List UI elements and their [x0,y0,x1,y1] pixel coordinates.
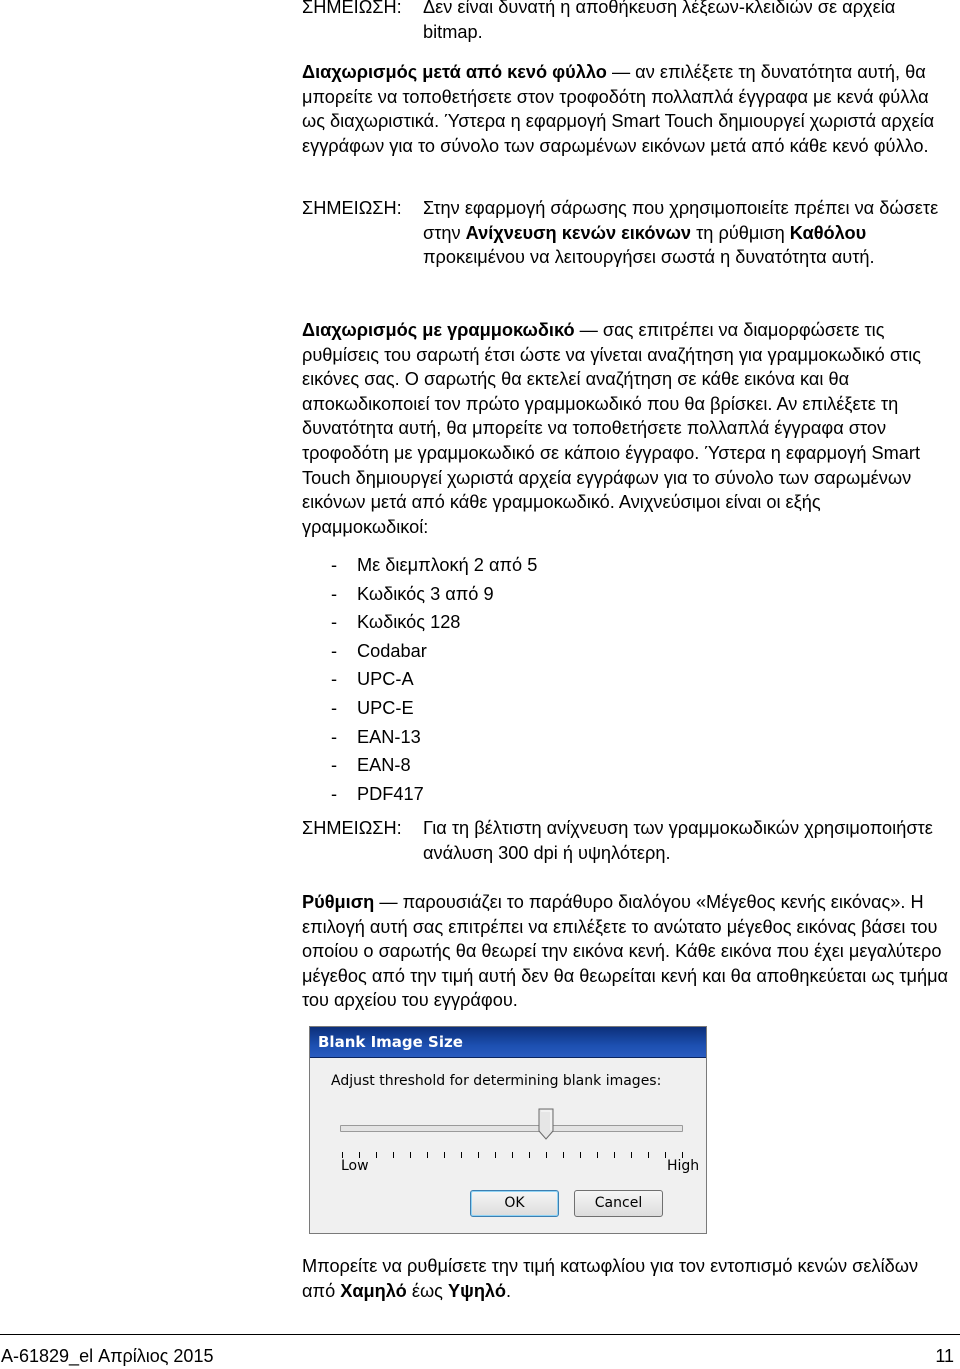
footer-divider [0,1334,960,1335]
note-text-part: προκειμένου να λειτουργήσει σωστά η δυνατότητα αυτή. [423,247,875,268]
term-setting: Ρύθμιση [302,892,375,912]
paragraph-barcode-separation [302,318,952,539]
list-item [331,551,537,580]
list-item [331,780,537,809]
setting-none: Καθόλου [789,222,867,243]
page-number: 11 [935,1346,954,1366]
note-text-part: τη ρύθμιση [691,222,790,243]
setting-blank-detection: Ανίχνευση κενών εικόνων [465,222,692,243]
paragraph-text-part: έως [406,1280,448,1301]
list-item [331,694,537,723]
barcode-type: Με διεμπλοκή 2 από 5 [357,555,538,575]
list-item [331,580,537,609]
barcode-type: Κωδικός 128 [357,612,461,633]
list-dash: - [331,555,338,575]
threshold-caption: Adjust threshold for determining blank images: [331,1073,662,1089]
term-blank-sheet: Διαχωρισμός μετά από κενό φύλλο [302,62,607,82]
description-barcode: — σας επιτρέπει να διαμορφώσετε τις ρυθμίσεις του σαρωτή έτσι ώστε να γίνεται αναζήτηση για γραμμοκωδικό στις εικόνες σας. Ο σαρωτής θα εκτελεί αναζήτηση σε κάθε εικόνα και θα αποκωδικοποιεί τον πρώτο γραμμοκωδικό που θα βρίσκει. Αν επιλέξετε τη δυνατότητα αυτή, θα μπορείτε να τοποθετήσετε πολλαπλά έγγραφα στον τροφοδότη με γραμμοκωδικό σε κάποιο έγγραφο. Ύστερα η εφαρμογή Smart Touch δημιουργεί χωριστά αρχεία εγγράφων για το σύνολο των σαρωμένων εικόνων μετά από κάθε γραμμοκωδικό. Ανιχνεύσιμοι είναι οι εξής γραμμοκωδικοί: [302,320,922,537]
note-blank-detection [302,196,952,270]
list-dash: - [331,583,338,604]
description-setting: — παρουσιάζει το παράθυρο διαλόγου «Μέγεθος κενής εικόνας». Η επιλογή αυτή σας επιτρέπει να επιλέξετε το ανώτατο μέγεθος εικόνας βάσει του οποίου ο σαρωτής θα θεωρεί την εικόνα κενή. Κάθε εικόνα που έχει μεγαλύτερο μέγεθος από την τιμή αυτή δεν θα θεωρείται κενή και θα αποθηκεύεται ως τμήμα του αρχείου του εγγράφου. [302,892,949,1011]
note-barcode-resolution [302,816,952,865]
threshold-slider-track[interactable] [340,1125,683,1132]
list-dash: - [331,669,338,690]
barcode-type: UPC-A [357,669,414,690]
note-text: Δεν είναι δυνατή η αποθήκευση λέξεων-κλειδιών σε αρχεία bitmap. [423,0,896,42]
note-label: ΣΗΜΕΙΩΣΗ: [302,818,402,838]
slider-high-label: High [667,1158,700,1174]
note-text-part: Στην εφαρμογή σάρωσης που χρησιμοποιείτε πρέπει να δώσετε στην [423,198,939,243]
ok-button[interactable]: OK [470,1190,559,1217]
list-dash: - [331,640,338,661]
note-bitmap-keywords [302,0,952,44]
paragraph-blank-sheet-separation [302,60,952,158]
note-label: ΣΗΜΕΙΩΣΗ: [302,198,402,218]
list-item [331,751,537,780]
blank-image-size-dialog [309,1026,707,1234]
barcode-type: Κωδικός 3 από 9 [357,583,494,604]
paragraph-text-part: . [505,1280,511,1301]
slider-low-label: Low [341,1158,369,1174]
value-high: Υψηλό [447,1280,506,1301]
list-dash: - [331,755,338,776]
list-dash: - [331,697,338,718]
slider-ticks [342,1152,683,1160]
note-text [423,196,952,270]
barcode-type: EAN-8 [357,755,411,776]
list-item [331,665,537,694]
barcode-type: EAN-13 [357,726,421,747]
barcode-type: Codabar [357,640,427,661]
value-low: Χαμηλό [340,1280,407,1301]
paragraph-threshold-range [302,1254,952,1303]
term-barcode: Διαχωρισμός με γραμμοκωδικό [302,320,575,340]
paragraph-setting [302,890,952,1013]
list-item [331,723,537,752]
paragraph-text-part: Μπορείτε να ρυθμίσετε την τιμή κατωφλίου για τον εντοπισμό κενών σελίδων από [302,1256,919,1301]
footer-document-id: A-61829_el Απρίλιος 2015 [1,1346,214,1366]
list-dash: - [331,612,338,633]
description-blank-sheet: — αν επιλέξετε τη δυνατότητα αυτή, θα μπορείτε να τοποθετήσετε στον τροφοδότη πολλαπλά έγγραφα με κενά φύλλα ως διαχωριστικά. Ύστερα η εφαρμογή Smart Touch δημιουργεί χωριστά αρχεία εγγράφων για το σύνολο των σαρωμένων εικόνων μετά από κάθε κενό φύλλο. [302,62,935,156]
threshold-slider-thumb[interactable] [538,1108,554,1140]
note-label: ΣΗΜΕΙΩΣΗ: [302,0,402,17]
cancel-button[interactable]: Cancel [574,1190,663,1217]
list-item [331,637,537,666]
barcode-type: UPC-E [357,697,414,718]
dialog-title: Blank Image Size [310,1027,706,1058]
list-dash: - [331,726,338,747]
list-item [331,608,537,637]
note-text: Για τη βέλτιστη ανίχνευση των γραμμοκωδικών χρησιμοποιήστε ανάλυση 300 dpi ή υψηλότερη. [423,818,933,863]
barcode-type: PDF417 [357,783,424,804]
barcode-list [331,551,537,808]
list-dash: - [331,783,338,804]
